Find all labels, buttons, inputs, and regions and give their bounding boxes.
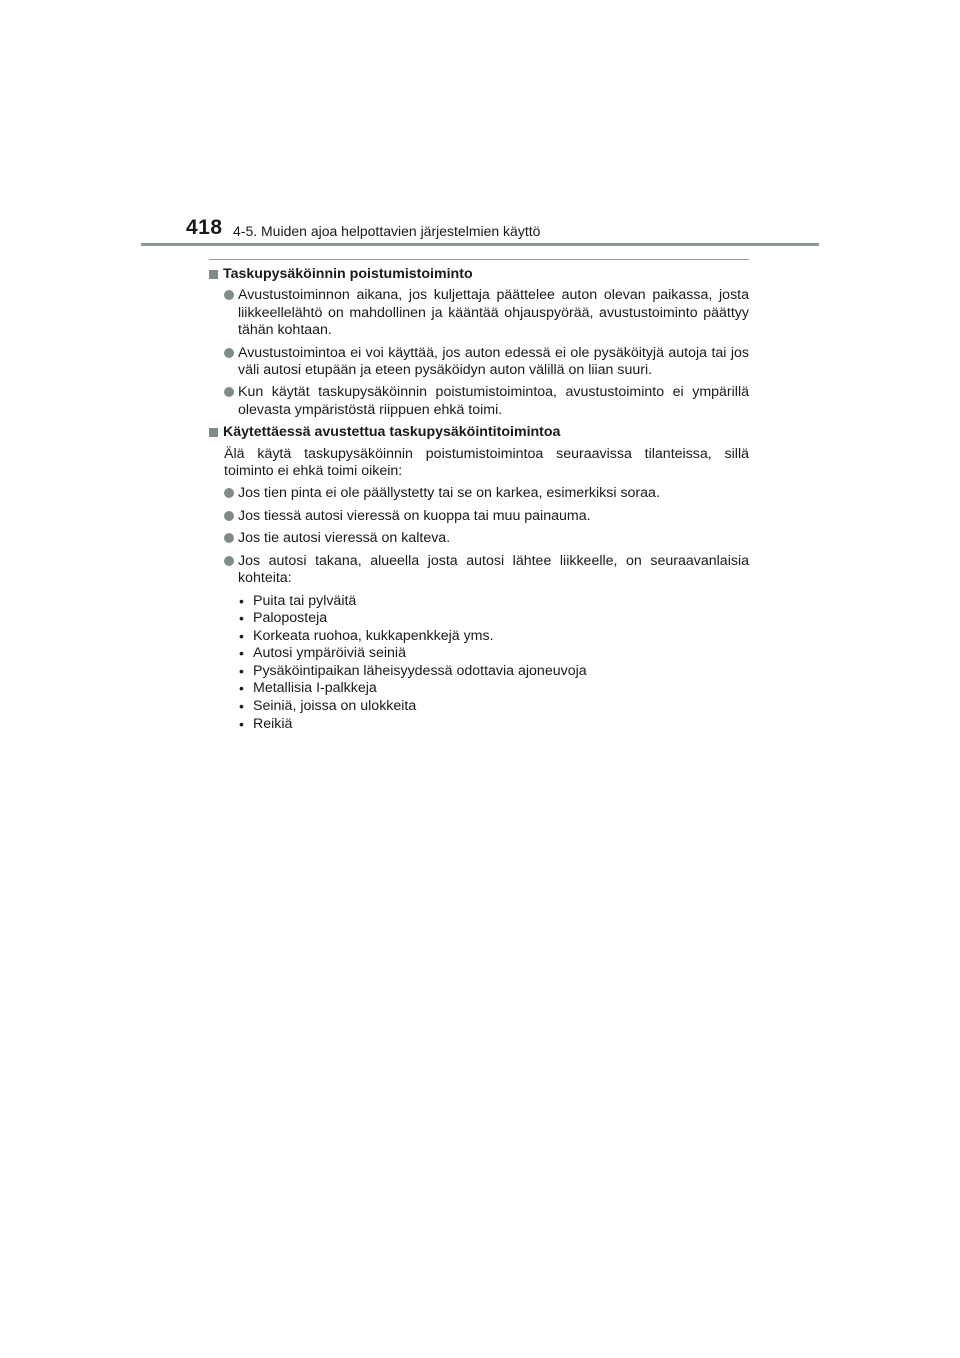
circle-bullet-icon <box>224 488 234 498</box>
circle-bullet-icon <box>224 556 234 566</box>
list-item-text: Avustustoiminnon aikana, jos kuljettaja päättelee auton olevan paikassa, josta liikkeellelähtö on mahdollinen ja kääntää ohjauspyörää, avustustoiminto päättyy tähän kohtaan. <box>238 287 749 339</box>
dot-icon: • <box>239 698 244 715</box>
sub-list-item-text: Metallisia I-palkkeja <box>253 680 377 697</box>
circle-bullet-icon <box>224 387 234 397</box>
list-item <box>209 384 749 419</box>
circle-bullet-icon <box>224 348 234 358</box>
list-item-text: Jos tie autosi vieressä on kalteva. <box>238 530 451 547</box>
list-item-text: Kun käytät taskupysäköinnin poistumistoimintoa, avustustoiminto ei ympärillä olevasta ympäristöstä riippuen ehkä toimi. <box>238 384 749 418</box>
list-item <box>209 287 749 339</box>
sub-list-item <box>238 716 749 734</box>
list-item-text: Avustustoimintoa ei voi käyttää, jos auton edessä ei ole pysäköityjä autoja tai jos väli autosi etupään ja eteen pysäköidyn auton välillä on liian suuri. <box>238 344 749 379</box>
square-bullet-icon <box>209 270 218 279</box>
sub-list-item-text: Pysäköintipaikan läheisyydessä odottavia ajoneuvoja <box>253 662 587 679</box>
circle-bullet-icon <box>224 511 234 521</box>
circle-bullet-icon <box>224 290 234 300</box>
header-rule <box>141 243 819 246</box>
sub-list-item <box>238 610 749 628</box>
intro-paragraph: Älä käytä taskupysäköinnin poistumistoimintoa seuraavissa tilanteissa, sillä toiminto ei ehkä toimi oikein: <box>224 445 749 480</box>
section-heading-text: Taskupysäköinnin poistumistoiminto <box>223 266 473 282</box>
sub-list-item <box>238 663 749 681</box>
section-heading-assisted <box>209 424 749 441</box>
sub-list-item-text: Paloposteja <box>253 610 328 627</box>
page-content <box>209 266 749 733</box>
dot-icon: • <box>239 680 244 697</box>
section-heading-text: Käytettäessä avustettua taskupysäköintitoimintoa <box>223 424 561 441</box>
dot-icon: • <box>239 627 244 644</box>
list-item <box>209 508 749 525</box>
dot-icon: • <box>239 715 244 732</box>
sub-list-item-text: Autosi ympäröiviä seiniä <box>253 645 406 662</box>
list-item-text: Jos tien pinta ei ole päällystetty tai se on karkea, esimerkiksi soraa. <box>238 485 660 502</box>
dot-icon: • <box>239 645 244 662</box>
circle-bullet-icon <box>224 533 234 543</box>
dot-icon: • <box>239 592 244 609</box>
sub-list-item <box>238 680 749 698</box>
dot-icon: • <box>239 662 244 679</box>
list-item <box>209 530 749 547</box>
list-item <box>209 553 749 588</box>
sub-list-item <box>238 593 749 611</box>
sub-list-item-text: Korkeata ruohoa, kukkapenkkejä yms. <box>253 627 494 644</box>
chapter-title: 4-5. Muiden ajoa helpottavien järjestelmien käyttö <box>233 223 541 239</box>
list-item <box>209 345 749 380</box>
section-heading-exit <box>209 266 749 283</box>
square-bullet-icon <box>209 428 218 437</box>
sub-list-item <box>238 698 749 716</box>
obstacle-list <box>209 593 749 734</box>
sub-list-item <box>238 628 749 646</box>
list-item-text: Jos autosi takana, alueella josta autosi lähtee liikkeelle, on seuraavanlaisia kohteita: <box>238 552 749 587</box>
list-item <box>209 485 749 502</box>
list-item-text: Jos tiessä autosi vieressä on kuoppa tai muu painauma. <box>238 507 591 524</box>
page-number: 418 <box>186 216 223 239</box>
sub-list-item-text: Reikiä <box>253 715 293 732</box>
dot-icon: • <box>239 610 244 627</box>
sub-list-item-text: Seiniä, joissa on ulokkeita <box>253 698 417 715</box>
section-rule <box>209 259 749 260</box>
sub-list-item <box>238 645 749 663</box>
sub-list-item-text: Puita tai pylväitä <box>253 592 357 609</box>
